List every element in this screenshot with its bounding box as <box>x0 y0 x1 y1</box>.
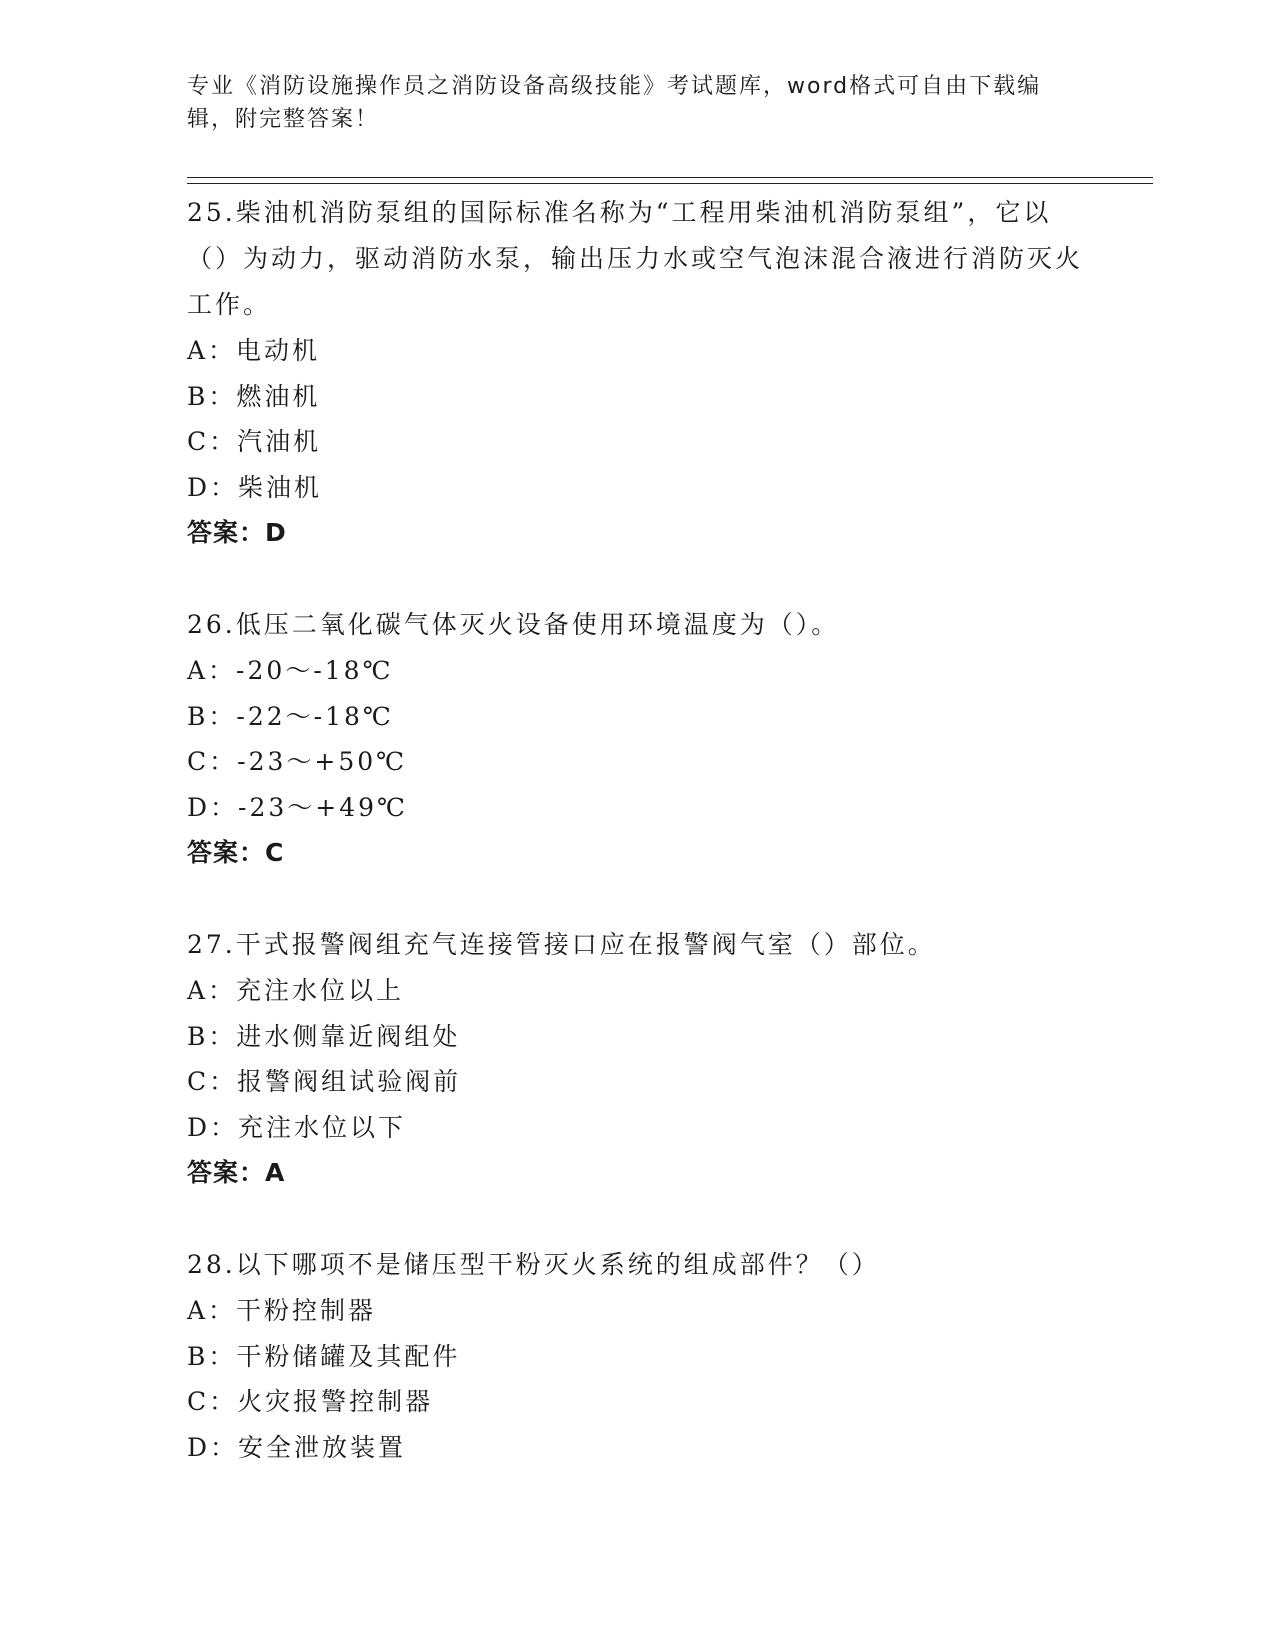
header-divider-top <box>187 177 1153 178</box>
question-28 <box>187 1242 1087 1470</box>
option-c: C：汽油机 <box>187 427 322 456</box>
question-stem: 28.以下哪项不是储压型干粉灭火系统的组成部件？（） <box>187 1250 880 1279</box>
option-c: C：报警阀组试验阀前 <box>187 1067 462 1096</box>
option-d: D：安全泄放装置 <box>187 1432 407 1462</box>
question-26 <box>187 602 1087 876</box>
question-25 <box>187 190 1087 556</box>
option-c: C：火灾报警控制器 <box>187 1387 434 1416</box>
option-b: B：-22～-18℃ <box>187 701 394 731</box>
option-a: A：干粉控制器 <box>187 1296 377 1325</box>
option-d: D：柴油机 <box>187 472 323 502</box>
option-a: A：充注水位以上 <box>187 976 405 1005</box>
option-b: B：干粉储罐及其配件 <box>187 1341 461 1371</box>
option-a: A：电动机 <box>187 336 321 365</box>
option-b: B：燃油机 <box>187 381 321 411</box>
answer: 答案：C <box>187 838 285 867</box>
option-c: C：-23～+50℃ <box>187 747 408 776</box>
option-b: B：进水侧靠近阀组处 <box>187 1021 461 1051</box>
option-d: D：充注水位以下 <box>187 1112 407 1142</box>
question-27 <box>187 922 1087 1196</box>
header-divider-bottom <box>187 183 1153 184</box>
option-a: A：-20～-18℃ <box>187 656 394 685</box>
answer: 答案：D <box>187 518 287 547</box>
document-header: 专业《消防设施操作员之消防设备高级技能》考试题库，word格式可自由下载编辑，附完整答案！ <box>187 74 1042 132</box>
question-stem: 25.柴油机消防泵组的国际标准名称为“工程用柴油机消防泵组”，它以（）为动力，驱动消防水泵，输出压力水或空气泡沫混合液进行消防灭火工作。 <box>187 198 1084 319</box>
question-list <box>187 190 1087 1470</box>
answer: 答案：A <box>187 1158 286 1187</box>
question-stem: 26.低压二氧化碳气体灭火设备使用环境温度为（）。 <box>187 610 840 639</box>
question-stem: 27.干式报警阀组充气连接管接口应在报警阀气室（）部位。 <box>187 930 936 959</box>
option-d: D：-23～+49℃ <box>187 792 409 822</box>
